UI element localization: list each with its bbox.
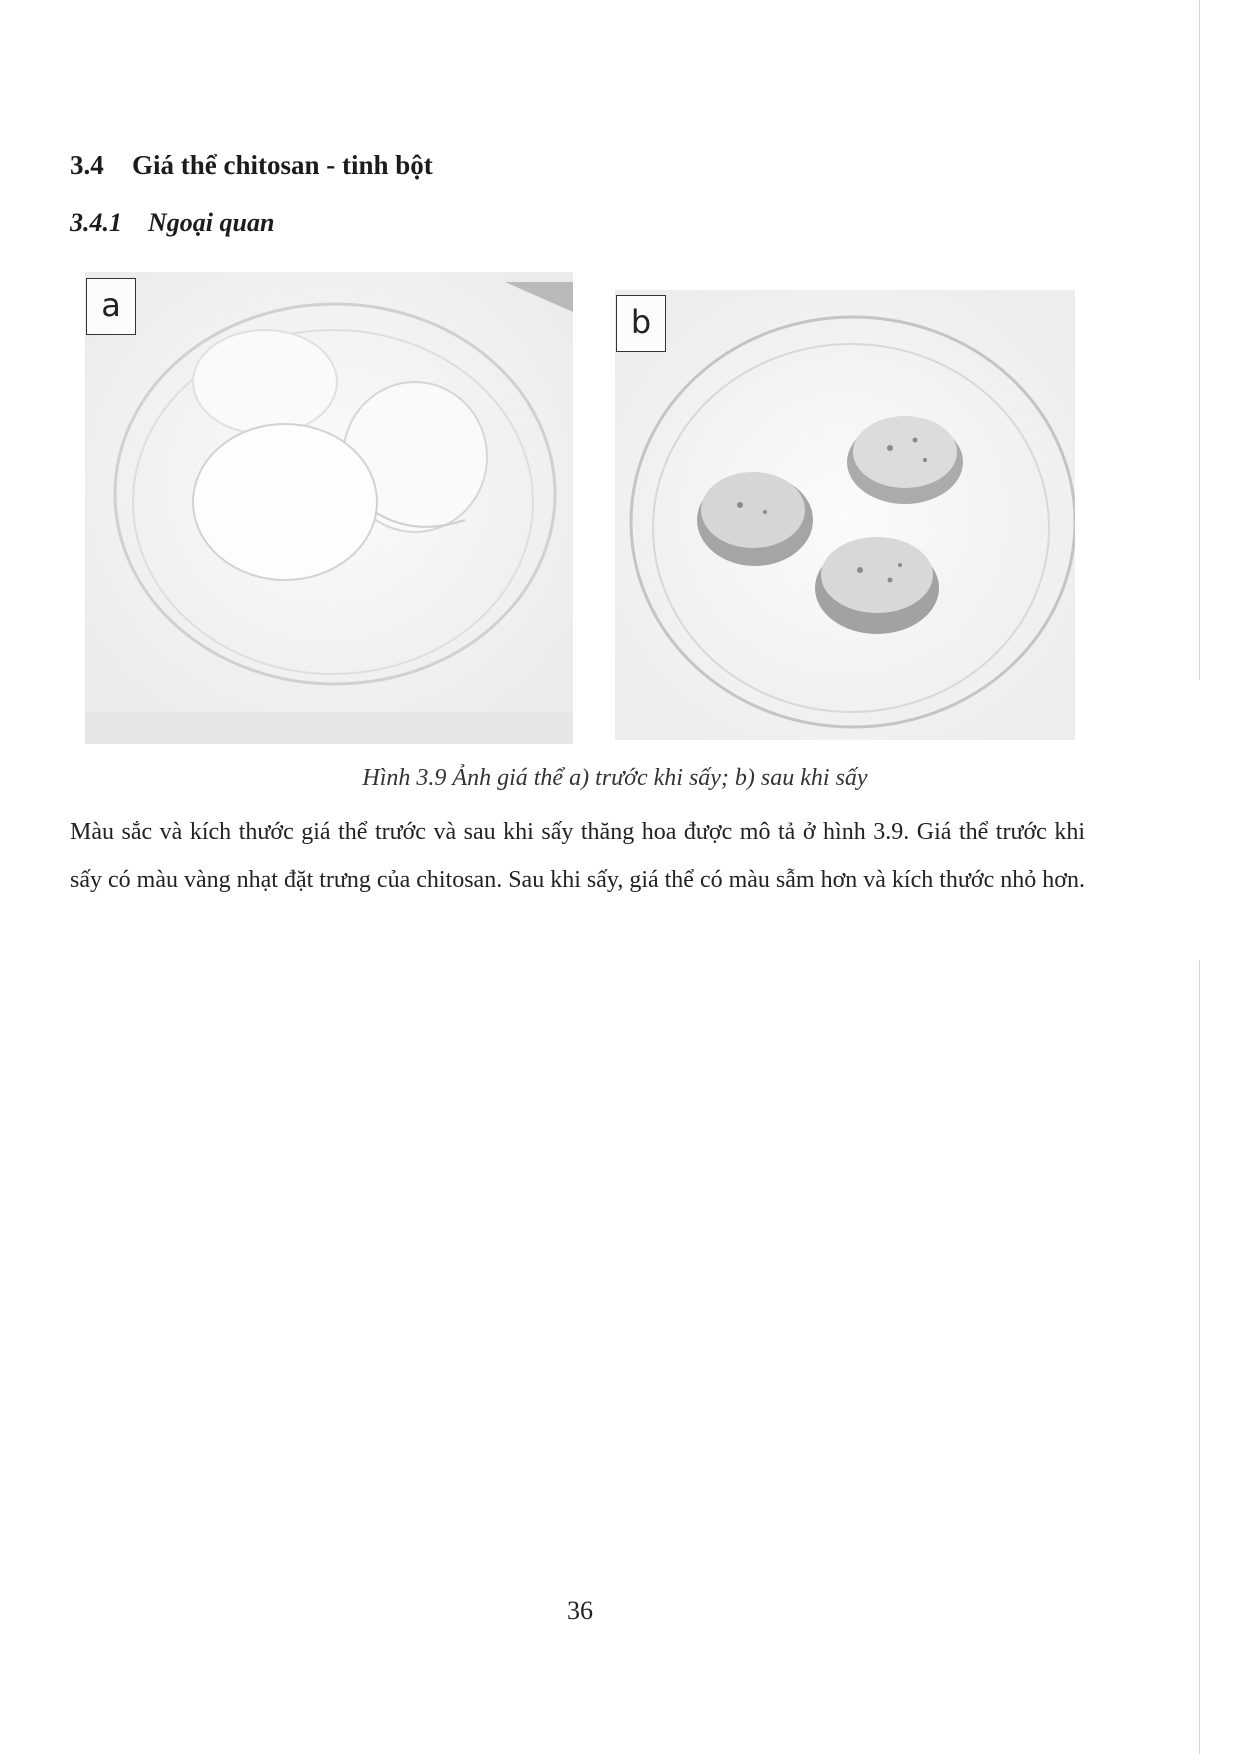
subsection-heading (70, 208, 274, 238)
figure-panel-a-label: a (86, 278, 136, 335)
subsection-title: Ngoại quan (148, 208, 275, 237)
figure-caption: Hình 3.9 Ảnh giá thể a) trước khi sấy; b) sau khi sấy (362, 765, 868, 791)
section-title: Giá thể chitosan - tinh bột (132, 150, 433, 180)
section-number: 3.4 (70, 150, 104, 180)
figure-panel-a-photo (85, 272, 573, 744)
petri-dish-after-drying-image (615, 290, 1075, 740)
page-edge-line-top (1199, 0, 1200, 680)
subsection-number: 3.4.1 (70, 208, 122, 237)
body-paragraph: Màu sắc và kích thước giá thể trước và sau khi sấy thăng hoa được mô tả ở hình 3.9. Giá thể trước khi sấy có màu vàng nhạt đặt trưng của chitosan. Sau khi sấy, giá thể có màu sẫm hơn và kích thước nhỏ hơn. (70, 819, 1085, 893)
section-heading (70, 150, 433, 181)
petri-dish-before-drying-image (85, 272, 573, 744)
figure-panel-b-photo (615, 290, 1075, 740)
page-number: 36 (567, 1596, 593, 1625)
figure-panel-b-label: b (616, 295, 666, 352)
page-edge-line-bottom (1199, 960, 1200, 1754)
dried-scaffold-3 (815, 537, 939, 634)
